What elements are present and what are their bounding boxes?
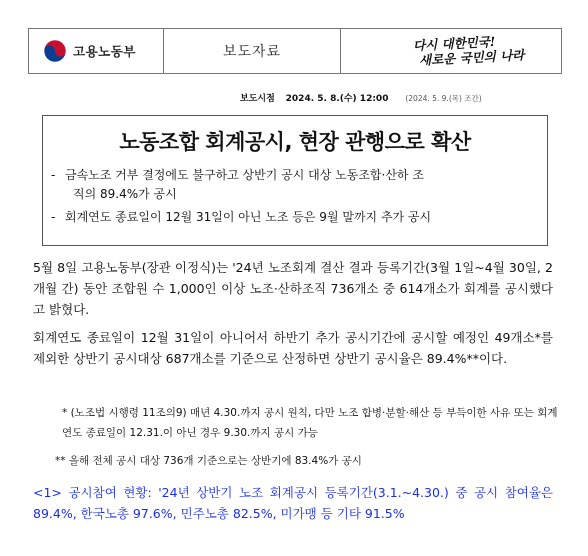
subheadline-1-line-1: 금속노조 거부 결정에도 불구하고 상반기 공시 대상 노동조합·산하 조 <box>65 168 424 182</box>
headline-box <box>42 115 548 246</box>
taegeuk-emblem-icon <box>43 39 67 63</box>
release-web-date: (2024. 5. 9.(목) 조간) <box>405 94 482 103</box>
subheadline-2: - 회계연도 종료일이 12월 31일이 아닌 노조 등은 9월 말까지 추가 공시 <box>51 210 432 224</box>
release-time <box>240 91 482 104</box>
press-release-label: 보도자료 <box>164 29 341 73</box>
release-datetime: 2024. 5. 8.(수) 12:00 <box>285 94 389 104</box>
subheadline-1-line-2: 직의 89.4%가 공시 <box>73 187 177 201</box>
body-paragraph-1: 5월 8일 고용노동부(장관 이정식)는 '24년 노조회계 결산 결과 등록기간(3월 1일~4월 30일, 2개월 간) 동안 조합원 수 1,000인 이상 노조·산하조직 736개소 중 614개소가 회계를 공시했다고 밝혔다. <box>33 260 553 317</box>
footnote-1: * (노조법 시행령 11조의9) 매년 4.30.까지 공시 원칙, 다만 노조 합병·분할·해산 등 부득이한 사유 또는 회계연도 종료일이 12.31.이 아닌 경우 9.30.까지 공시 가능 <box>62 407 558 439</box>
body-paragraph-2: 회계연도 종료일이 12월 31일이 아니어서 하반기 추가 공시기간에 공시할 예정인 49개소*를 제외한 상반기 공시대상 687개소를 기준으로 산정하면 상반기 공시율은 89.4%**이다. <box>33 330 553 366</box>
footnote-2: ** 올해 전체 공시 대상 736개 기준으로는 상반기에 83.4%가 공시 <box>55 455 362 467</box>
subheadline-1: - 금속노조 거부 결정에도 불구하고 상반기 공시 대상 노동조합·산하 조 직의 89.4%가 공시 <box>51 168 424 201</box>
headline-title: 노동조합 회계공시, 현장 관행으로 확산 <box>119 130 471 154</box>
ministry-logo <box>29 29 164 73</box>
slogan-line-1: 다시 대한민국! <box>412 33 496 54</box>
slogan-line-2: 새로운 국민의 나라 <box>418 47 525 68</box>
press-release-header <box>28 28 562 74</box>
release-label: 보도시점 <box>240 94 275 104</box>
ministry-name: 고용노동부 <box>73 44 136 59</box>
subheadline-2-text: 회계연도 종료일이 12월 31일이 아닌 노조 등은 9월 말까지 추가 공시 <box>65 210 432 224</box>
slogan <box>341 29 561 73</box>
section-heading-1: <1> 공시참여 현황: '24년 상반기 노조 회계공시 등록기간(3.1.~4.30.) 중 공시 참여율은 89.4%, 한국노총 97.6%, 민주노총 82.5%, 미가맹 등 기타 91.5% <box>33 485 553 521</box>
